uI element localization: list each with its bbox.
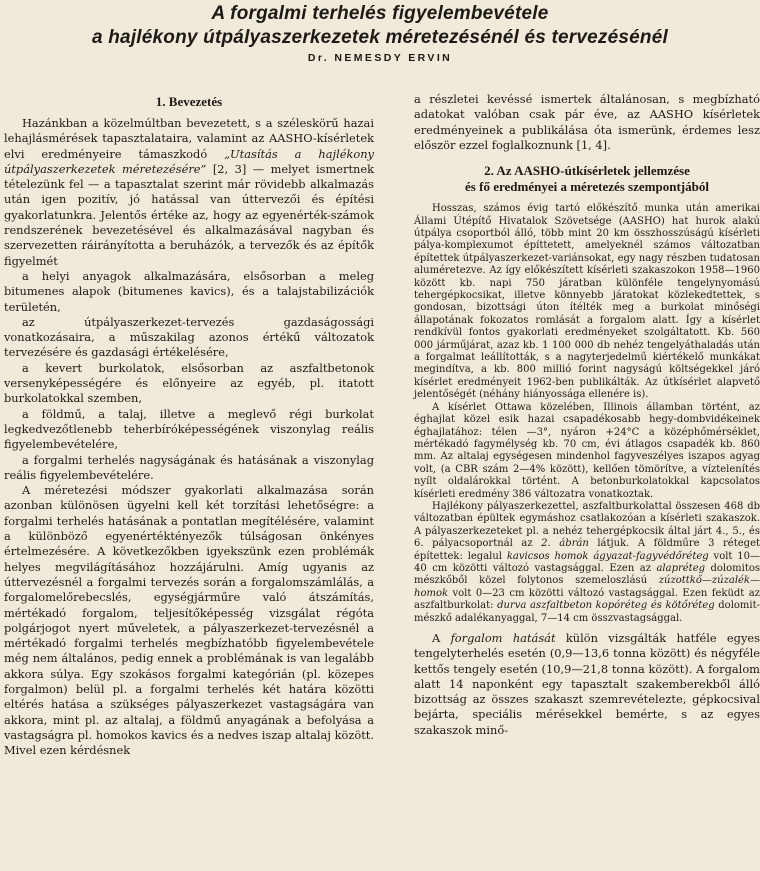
- fp-italic-surface: durva aszfaltbeton kopóréteg és kötőréteg: [497, 600, 715, 612]
- te-text-1: A: [432, 631, 451, 645]
- section2-heading: [414, 163, 760, 195]
- list-item-traffic-load: a forgalmi terhelés nagyságának és hatásának a viszonylag reális figyelembevételére.: [4, 452, 374, 482]
- article-title-line1: A forgalmi terhelés figyelembevétele: [211, 3, 549, 24]
- list-item-local-materials: a helyi anyagok alkalmazására, elsősorban a meleg bitumenes alapok (bitumenes kavics), és a talajstabilizációk területén,: [4, 268, 374, 314]
- fp-text-5: volt 0—23 cm közötti változó vastagsággal. Ezen feküdt az aszfaltburkolat:: [414, 587, 760, 612]
- fp-text-6: dolomit-mészkő adalékanyaggal, 7—14 cm összvastagsággal.: [414, 600, 760, 624]
- flexible-pavement-paragraph: [414, 501, 760, 625]
- intro-paragraph: [4, 116, 374, 269]
- list-item-subgrade: a földmű, a talaj, illetve a meglevő régi burkolat legkedvezőtlenebb teherbíróképességének viszonylag reális figyelembevételére,: [4, 406, 374, 452]
- article-author: Dr. NEMESDY ERVIN: [307, 52, 453, 64]
- fp-text-4: dolomitos mészkőből közel folytonos szemeloszlású: [414, 562, 760, 587]
- list-item-mixed-pavements: a kevert burkolatok, elsősorban az aszfaltbetonok versenyképességére és előnyeire az egyéb, pl. itatott burkolatokkal szemben,: [4, 360, 374, 406]
- fp-italic-layer3: zúzottkő—zúzalék—homok: [414, 575, 760, 599]
- fp-italic-layer1: kavicsos homok ágyazat-fagyvédőréteg: [506, 550, 709, 562]
- list-item-economy: az útpályaszerkezet-tervezés gazdaságossági vonatkozásaira, a műszakilag azonos értékű változatok tervezésére és gazdasági értékelésére,: [4, 314, 374, 360]
- intro-italic-reference: „Utasítás a hajlékony útpályaszerkezetek méretezésére”: [4, 146, 374, 176]
- traffic-effect-paragraph: [414, 631, 760, 738]
- aasho-history-paragraph: Hosszas, számos évig tartó előkészítő munka után amerikai Állami Útépítő Hivatalok Szövetsége (AASHO) hat hurok alakú útpálya csoportból álló, több mint 20 km összhosszúságú kísérleti pálya-komplexumot építtetett, amelyeknél számos változatban építettek útpályaszerkezet-variánsokat, egy nagy részben tudatosan aluméretezve. Az így előkészített kísérleti szakaszokon 1958—1960 között kb. napi 750 járatban különféle tengelynyomású tehergépkocsikat, illetve könnyebb járatokat közlekedtettek, s gondosan, bizottsági úton ítélték meg a burkolat minőségi állapotának fokozatos romlását a forgalom alatt. Így a kísérlet rendkívül fontos gyakorlati eredményeket szolgáltatott. Kb. 560 000 járműjárat, azaz kb. 1 100 000 db nehéz tengelyáthaladás után a forgalmat leállították, s a nagyterjedelmű kiértékelő munkákat megindítva, a kb. 800 millió forint nagyságú költségekkel járó kísérlet eredményeit 1962-ben publikálták. Az útkísérlet alapvető jelentőségét (néhány hiányossága ellenére is).: [414, 203, 760, 401]
- fp-text-3: volt 10—40 cm közötti változó vastagsággal. Ezen az: [414, 550, 760, 574]
- fp-figure-reference: 2. ábrán: [541, 538, 589, 550]
- article-header: [0, 0, 760, 64]
- intro-text-2: [2, 3] — melyet ismertnek tételezünk fel — a tapasztalat szerint már rövidebb alkalmazás után igen pozitív, jó hatással van úttervezői és építési gyakorlatunkra. Jelentős értéke az, hogy az egyenérték-számok rendszerének bevezetésével és alkalmazásával nagyban és szervezetten ráirányította a beruházók, a tervezők és az építők figyelmét: [4, 161, 375, 268]
- fp-text-2: látjuk. A földműre 3 réteget építettek: legalul: [414, 538, 760, 562]
- section2-heading-line1: 2. Az AASHO-útkísérletek jellemzése: [484, 163, 690, 179]
- article-title-line2: a hajlékony útpályaszerkezetek méretezésénél és tervezésénél: [92, 27, 668, 48]
- fp-italic-layer2: alapréteg: [656, 562, 706, 574]
- section1-heading: 1. Bevezetés: [155, 94, 223, 109]
- section2-heading-line2: és fő eredményei a méretezés szempontjából: [465, 179, 709, 195]
- method-paragraph: A méretezési módszer gyakorlati alkalmazása során azonban különösen ügyelni kell két torzítási lehetőségre: a forgalmi terhelés hatásának a pontatlan megítélésére, valamint a különböző egyenértéktényezők túlságosan önkényes értelmezésére. A következőkben igyekszünk ezen problémák helyes megvilágításához hozzájárulni. Amíg ugyanis az úttervezésnél a forgalmi tervezés során a forgalomszámlálás, a forgalomelőrebecslés, egységjárműre való átszámítás, mértékadó forgalom, teljesítőképesség vizsgálat régóta polgárjogot nyert műveletek, a pályaszerkezet-tervezésnél a mértékadó forgalmi terhelés megbízhatóbb figyelembevétele még nem általános, pedig ennek a problémának is van legalább akkora súlya. Egy szokásos forgalmi kategórián (pl. közepes forgalmon) belül pl. a forgalmi terhelés két határa közötti eltérés hatása a szükséges pályaszerkezet vastagságára van akkora, mint pl. az altalaj, a földmű anyagának a befolyása a vastagságra pl. homokos kavics és a nedves iszap altalaj között. Mivel ezen kérdésnek: [4, 483, 374, 758]
- left-column: [4, 92, 374, 758]
- continued-paragraph: a részletei kevéssé ismertek általánosan, s megbízható adatokat valóban csak pár éve, az AASHO kísérletek eredményeinek a publikálása óta ismerünk, érdemes lesz először ezzel foglalkoznunk [1, 4].: [414, 92, 760, 152]
- test-site-paragraph: A kísérlet Ottawa közelében, Illinois államban történt, az éghajlat közel esik hazai csapadékosabb hegy-dombvidékeinek éghajlatához: télen —3°, nyáron +24°C a középhőmérséklet, mértékadó fagymélység kb. 70 cm, évi átlagos csapadék kb. 860 mm. Az altalaj egységesen mindenhol fagyveszélyes iszapos agyag volt, (a CBR szám 2—4% között), kellően tömörítve, a víztelenítés nyílt oldalárokkal történt. A betonburkolatokkal kapcsolatos kísérleti eredmény 386 változatra vonatkoztak.: [414, 401, 760, 500]
- te-text-2: külön vizsgálták hatféle egyes tengelyterhelés esetén (0,9—13,6 tonna között) és négyféle kettős tengely esetén (10,9—21,8 tonna között). A forgalom alatt 14 naponként egy tapasztalt szakemberekből álló bizottság az összes szakaszt szemrevételezte, gépkocsival bejárta, speciális mérésekkel bemérte, s az egyes szakaszok minő-: [414, 631, 760, 737]
- small-print-block: [414, 203, 760, 625]
- te-italic: forgalom hatását: [450, 631, 556, 645]
- intro-text-1: Hazánkban a közelmúltban bevezetett, s a széleskörű hazai lehajlásmérések tapasztalataira, valamint az AASHO-kísérletek elvi eredményeire támaszkodó: [4, 116, 374, 161]
- right-column: [414, 92, 760, 738]
- fp-text-1: Hajlékony pályaszerkezettel, aszfaltburkolattal összesen 468 db változatban épültek egymáshoz csatlakozóan a kísérleti szakaszok. A pályaszerkezeteket pl. a nehéz tehergépkocsik által járt 4., 5., és 6. pályacsoportnál az: [414, 500, 760, 550]
